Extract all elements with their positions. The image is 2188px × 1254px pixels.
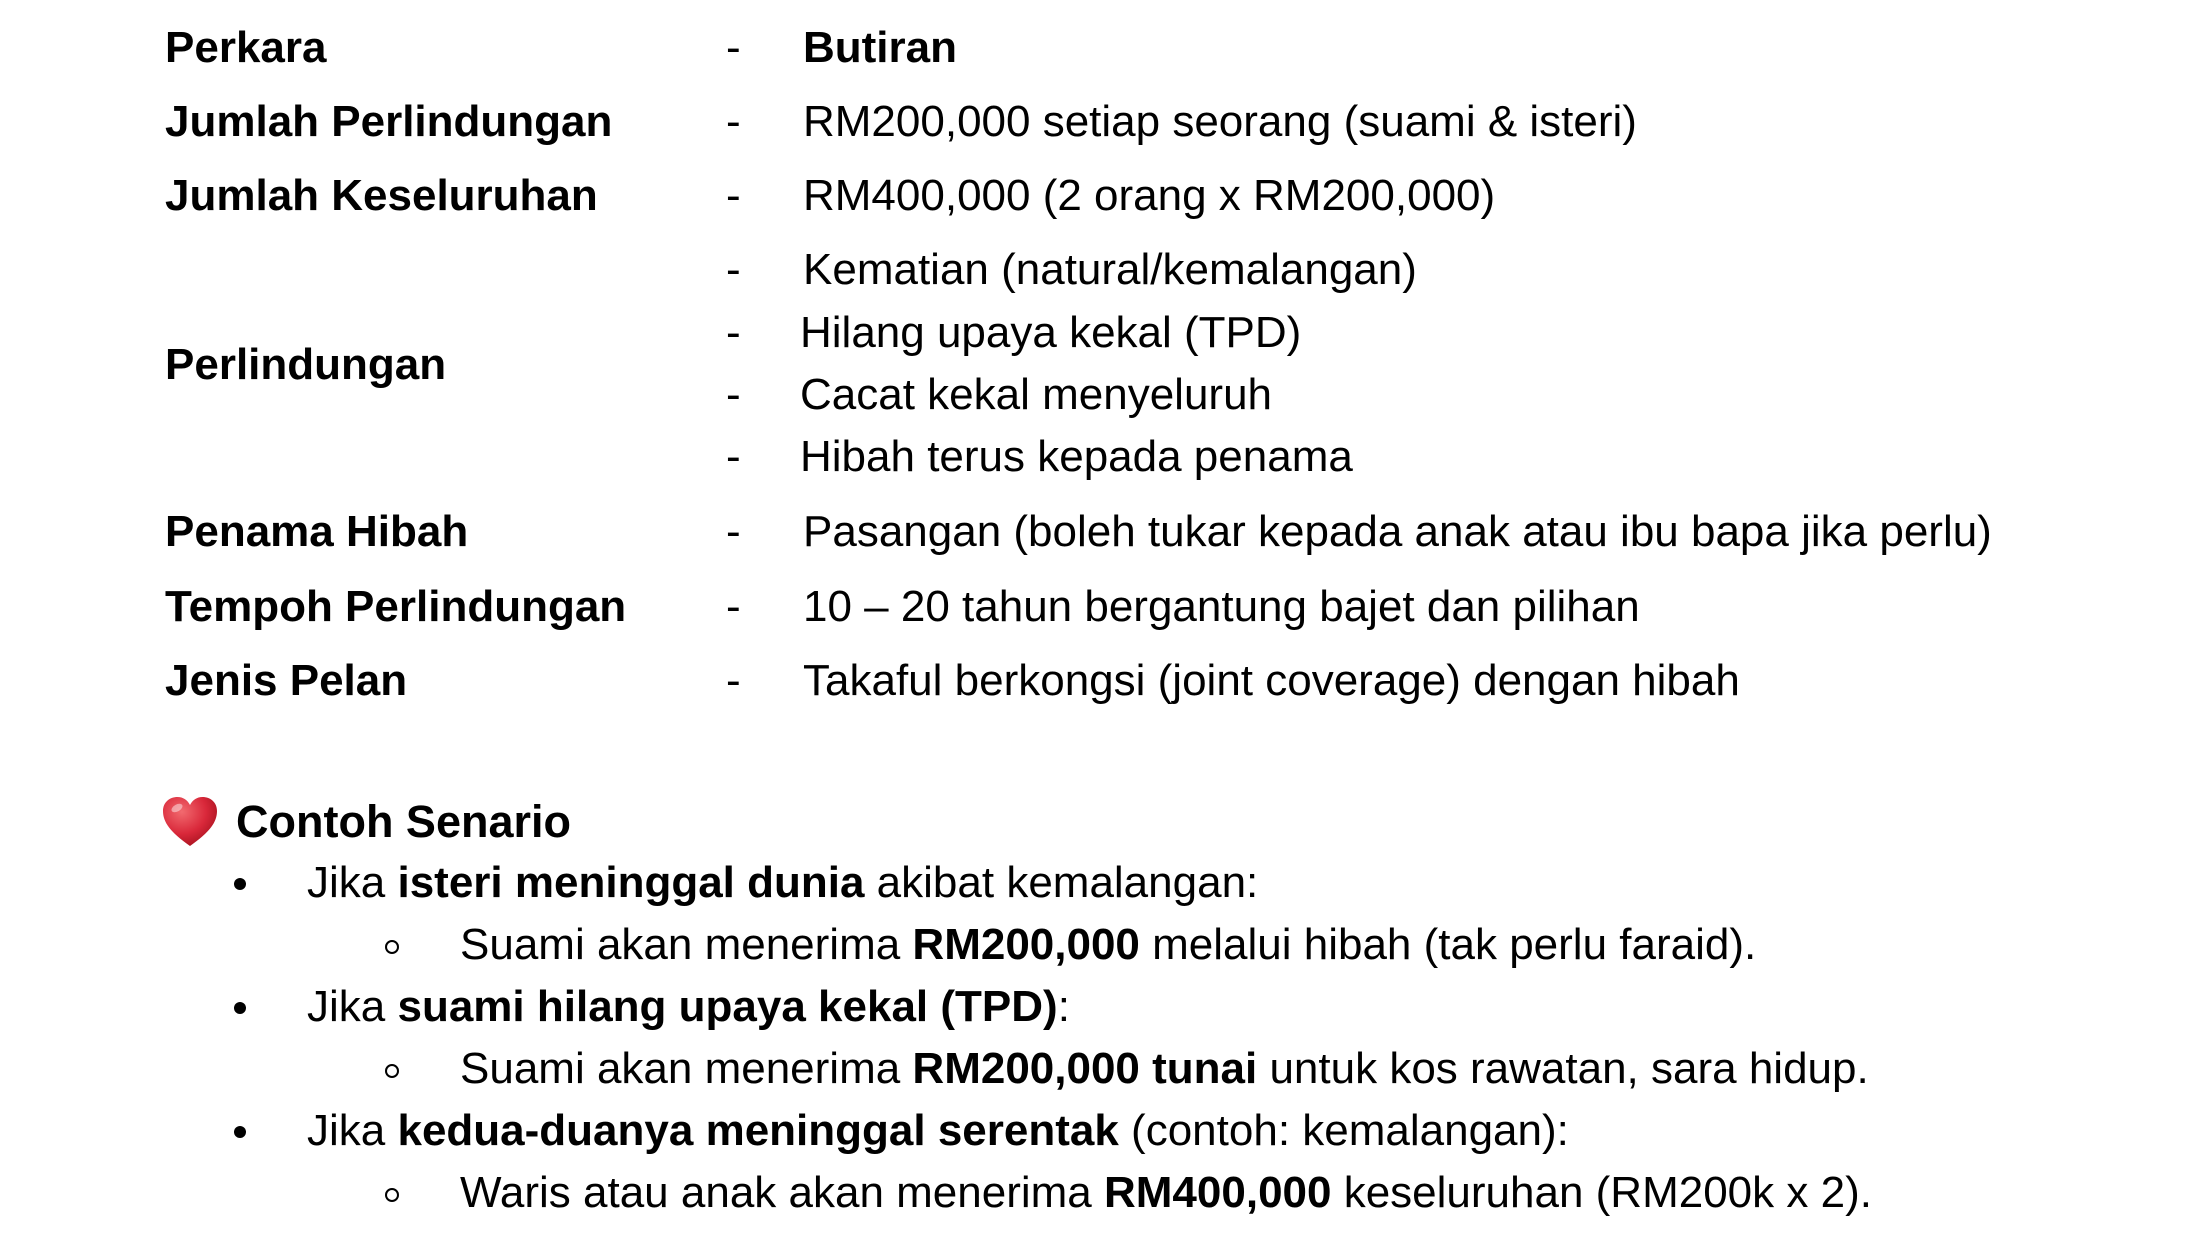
bullet-dot-icon xyxy=(234,1126,246,1138)
row-value: Pasangan (boleh tukar kepada anak atau ibu bapa jika perlu) xyxy=(803,507,1992,556)
sub-bullet-text: Waris atau anak akan menerima RM400,000 keseluruhan (RM200k x 2). xyxy=(460,1168,1872,1217)
dash-separator: - xyxy=(726,97,741,146)
bullet-dot-icon xyxy=(234,878,246,890)
row-value: Takaful berkongsi (joint coverage) dengan hibah xyxy=(803,656,1740,705)
table-row xyxy=(0,168,2188,224)
table-row-perlindungan xyxy=(0,242,2188,488)
sub-list-item xyxy=(0,914,2188,976)
list-item xyxy=(0,367,2188,423)
dash-separator: - xyxy=(726,245,741,294)
row-value: RM400,000 (2 orang x RM200,000) xyxy=(803,171,1496,220)
sub-list-item xyxy=(0,1038,2188,1100)
table-row xyxy=(0,653,2188,709)
dash-separator: - xyxy=(726,507,741,556)
list-item xyxy=(0,976,2188,1038)
row-value: RM200,000 setiap seorang (suami & isteri) xyxy=(803,97,1637,146)
table-row xyxy=(0,94,2188,150)
list-item xyxy=(0,242,2188,298)
list-item xyxy=(0,429,2188,485)
row-label: Penama Hibah xyxy=(165,507,469,556)
table-header-row xyxy=(0,20,2188,76)
sub-list-item xyxy=(0,1162,2188,1224)
row-label: Jenis Pelan xyxy=(165,656,408,705)
list-item xyxy=(0,305,2188,361)
bullet-text: Jika isteri meninggal dunia akibat kemalangan: xyxy=(307,858,1259,907)
row-value: Hibah terus kepada penama xyxy=(800,432,1353,481)
bullet-text: Jika kedua-duanya meninggal serentak (contoh: kemalangan): xyxy=(307,1106,1569,1155)
row-label: Jumlah Keseluruhan xyxy=(165,171,598,220)
row-label: Jumlah Perlindungan xyxy=(165,97,613,146)
dash-separator: - xyxy=(726,656,741,705)
sub-bullet-text: Suami akan menerima RM200,000 melalui hibah (tak perlu faraid). xyxy=(460,920,1757,969)
row-value: Cacat kekal menyeluruh xyxy=(800,370,1273,419)
row-value: Kematian (natural/kemalangan) xyxy=(803,245,1417,294)
dash-separator: - xyxy=(726,23,741,72)
row-value: 10 – 20 tahun bergantung bajet dan pilihan xyxy=(803,582,1640,631)
list-item xyxy=(0,852,2188,914)
table-row xyxy=(0,504,2188,560)
dash-separator: - xyxy=(726,582,741,631)
list-item xyxy=(0,1100,2188,1162)
hollow-bullet-icon xyxy=(385,1188,399,1202)
sub-bullet-text: Suami akan menerima RM200,000 tunai untuk kos rawatan, sara hidup. xyxy=(460,1044,1869,1093)
row-label: Tempoh Perlindungan xyxy=(165,582,627,631)
dash-separator: - xyxy=(726,171,741,220)
hollow-bullet-icon xyxy=(385,1064,399,1078)
dash-separator: - xyxy=(726,308,741,357)
hollow-bullet-icon xyxy=(385,940,399,954)
row-label: Perlindungan xyxy=(165,340,447,389)
header-value: Butiran xyxy=(803,23,957,72)
bullet-dot-icon xyxy=(234,1002,246,1014)
heart-icon xyxy=(162,796,218,848)
bullet-text: Jika suami hilang upaya kekal (TPD): xyxy=(307,982,1070,1031)
table-row xyxy=(0,579,2188,635)
dash-separator: - xyxy=(726,370,741,419)
dash-separator: - xyxy=(726,432,741,481)
row-value: Hilang upaya kekal (TPD) xyxy=(800,308,1302,357)
header-label: Perkara xyxy=(165,23,327,72)
scenario-heading xyxy=(162,790,571,854)
scenario-title: Contoh Senario xyxy=(236,796,571,847)
